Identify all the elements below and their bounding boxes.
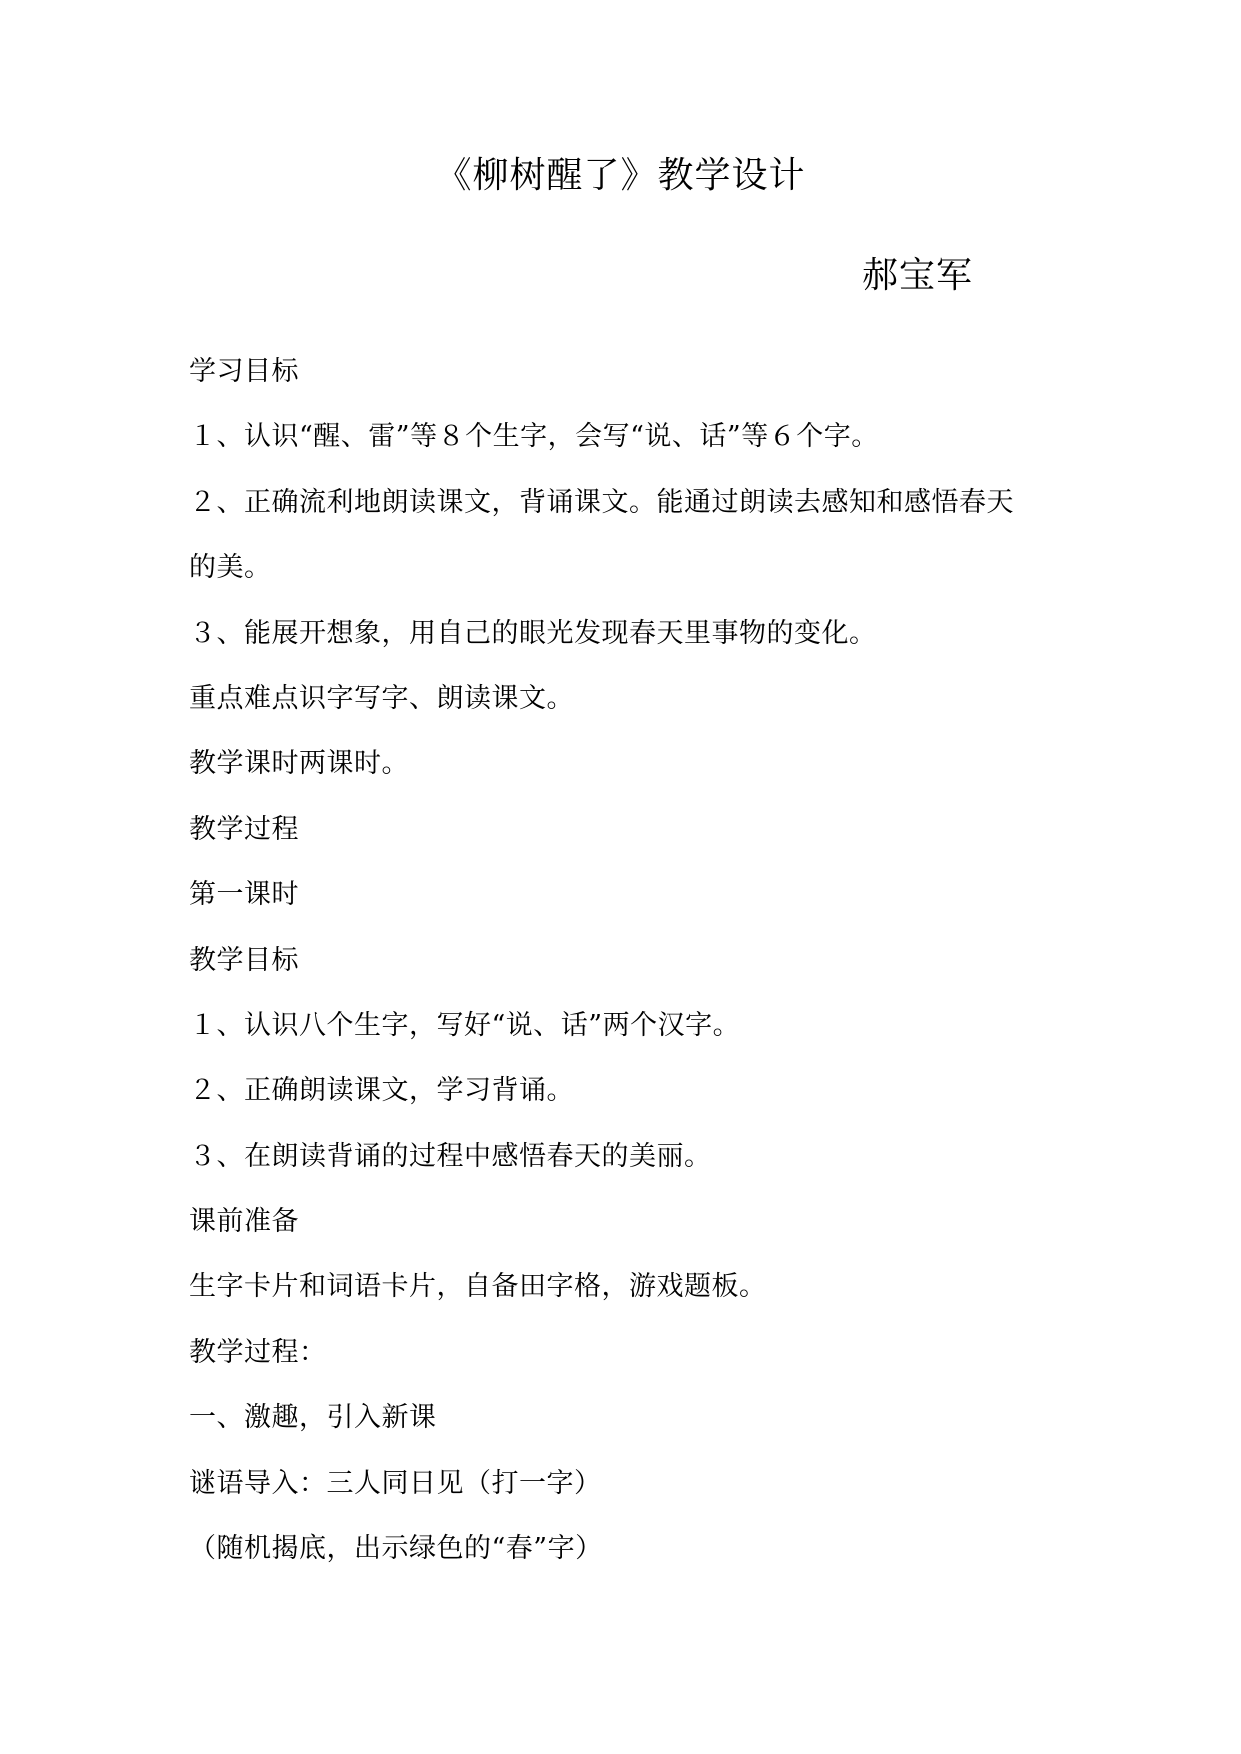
- goal-item-2: ２、正确流利地朗读课文，背诵课文。能通过朗读去感知和感悟春天: [189, 486, 1014, 518]
- teaching-goal-3: ３、在朗读背诵的过程中感悟春天的美丽。: [189, 1140, 712, 1172]
- lesson-heading-first: 第一课时: [189, 879, 299, 911]
- section-heading-preparation: 课前准备: [189, 1206, 299, 1238]
- riddle-reveal: （随机揭底，出示绿色的“春”字）: [189, 1533, 603, 1565]
- document-title: 《柳树醒了》教学设计: [435, 155, 806, 196]
- riddle-intro: 谜语导入：三人同日见（打一字）: [189, 1467, 602, 1499]
- preparation-text: 生字卡片和词语卡片，自备田字格，游戏题板。: [189, 1271, 767, 1303]
- step-1-heading: 一、激趣，引入新课: [189, 1402, 437, 1434]
- key-difficulties: 重点难点识字写字、朗读课文。: [189, 682, 574, 714]
- teaching-goal-1: １、认识八个生字，写好“说、话”两个汉字。: [189, 1009, 741, 1041]
- document-author: 郝宝军: [862, 255, 974, 296]
- goal-item-3: ３、能展开想象，用自己的眼光发现春天里事物的变化。: [189, 617, 877, 649]
- section-heading-process: 教学过程：: [189, 1336, 327, 1368]
- teaching-goal-2: ２、正确朗读课文，学习背诵。: [189, 1075, 574, 1107]
- teaching-hours: 教学课时两课时。: [189, 748, 409, 780]
- goal-item-2-continued: 的美。: [189, 552, 272, 584]
- section-heading-teaching-process: 教学过程: [189, 813, 299, 845]
- document-body: [189, 352, 1069, 1594]
- goal-item-1: １、认识“醒、雷”等８个生字，会写“说、话”等６个字。: [189, 421, 879, 453]
- section-heading-learning-goals: 学习目标: [189, 356, 299, 387]
- section-heading-teaching-goals: 教学目标: [189, 944, 299, 976]
